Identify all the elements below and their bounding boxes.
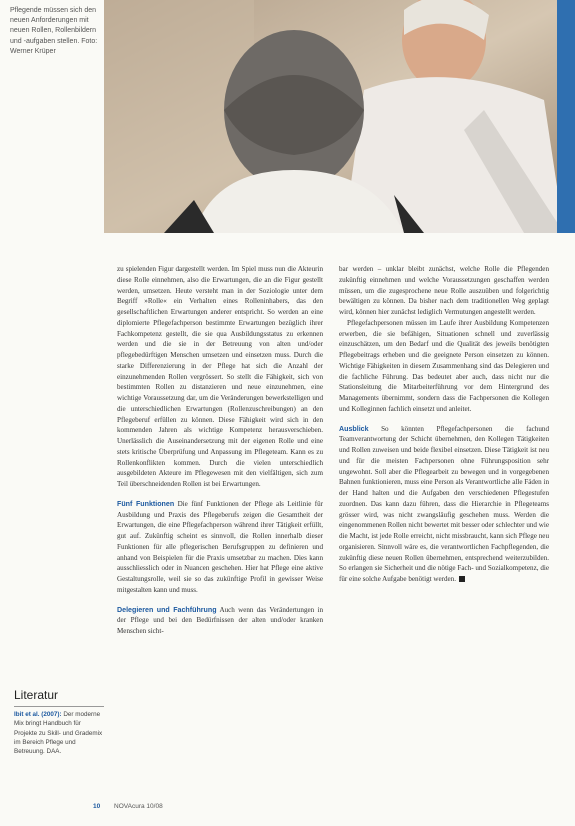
journal-name: NOVAcura 10/08 (114, 803, 163, 810)
subheading: Ausblick (339, 424, 369, 433)
paragraph: bar werden – unklar bleibt zunächst, welche Rolle die Pflegenden zukünftig einnehmen und welche Voraussetzungen geschaffen werden müssen, um die zugesprochene neue Rolle auszuüben und folgerichtig bewältigen zu können. Da bisher nach dem traditionellen Weg geplagt wird, können hier zunächst lediglich Vermutungen angestellt werden. (339, 265, 549, 316)
paragraph (117, 499, 323, 596)
paragraph (117, 605, 323, 637)
literature-text: Der moderne Mix bringt Handbuch für Projekte zu Skill- und Grademix im Bereich Pflege und Betreuung. DAA. (14, 711, 103, 756)
paragraph-text: So könnten Pflegefachpersonen die fachund Teamverantwortung der Schicht übernehmen, den Kollegen Tätigkeiten und Rollen zuweisen und beide flexibel einsetzen. Diese Tätigkeit ist neu und für die meisten Fachpersonen ohne Führungsposition sehr ungewohnt. Soll aber die Pflegearbeit zu bewegen und in vorgegebenen Bahnen funktionieren, muss eine Person als Verantwortliche alle Fäden in der Hand halten und die Aufgaben den verschiedenen Pflegestufen zuordnen. Das kann dazu führen, dass die Hierarchie in Pflegeteams grösser wird, was nicht zwangsläufig geschehen muss. Werden die eingenommenen Rollen nicht bewertet mit besser oder schlechter und wie die Macht, ist jede Rolle erreicht, nicht missbraucht, kann sich Pflege neu organisieren. Sinnvoll wäre es, die verantwortlichen Fachpflegenden, die zukünftig diese neuen Rollen übernehmen, entsprechend weiterzubilden. So erlangen sie Sicherheit und die nötige Fach- und Sozialkompetenz, die für eine solche Aufgabe benötigt werden. (339, 424, 549, 583)
page-number: 10 (93, 803, 101, 810)
page-footer (93, 803, 163, 810)
subheading: Fünf Funktionen (117, 499, 175, 508)
literature-entry (14, 710, 104, 756)
paragraph: Pflegefachpersonen müssen im Laufe ihrer Ausbildung Kompetenzen erwerben, die sie befähigen, Situationen schnell und zuverlässig einzuschätzen, um den Bedarf und die Qualität des jeweils benötigten Pflegebeitrags erheben und die geeignete Person einsetzen zu können. Wichtige Fähigkeiten in diesem Zusammenhang sind das Delegieren und die fachliche Führung. Das bedeutet aber auch, dass nicht nur die Stationsleitung die Mitarbeiterführung vor dem Hintergrund des Managements übernimmt, sondern dass die Fachpersonen die Kollegen und Kolleginnen fachlich einsetzt und anleitet. (339, 318, 549, 413)
paragraph (339, 424, 549, 585)
photo-caption: Pflegende müssen sich den neuen Anforderungen mit neuen Rollen, Rollenbildern und -aufgaben stellen. Foto: Werner Krüper (10, 7, 98, 55)
divider (14, 706, 104, 707)
text-column-2 (339, 264, 549, 585)
end-mark-icon (459, 576, 465, 582)
accent-strip (557, 0, 575, 233)
text-column-1 (117, 264, 323, 637)
subheading: Delegieren und Fachführung (117, 605, 217, 614)
paragraph-text: Auch wenn das Verändertungen in der Pflege und bei den Bedürfnissen der alten und/oder kranken Menschen sicht- (117, 605, 324, 635)
photo-illustration (104, 0, 575, 233)
header-photo (104, 0, 575, 233)
paragraph: zu spielenden Figur dargestellt werden. Im Spiel muss nun die Akteurin diese Rolle einnehmen, also die Erwartungen, die an die Figur gestellt werden, umsetzen. Heute versteht man in der Soziologie unter dem Begriff »Rolle« ein Verhalten eines Rolleninhabers, das den gesellschaftlichen Erwartungen anderer entspricht. So werden an eine diplomierte Pflegefachperson bestimmte Erwartungen bezüglich ihrer Fachkompetenz gestellt, die sie qua Ausbildungsstatus zu erkennen werden und die sie in der Betreuung von alten und/oder pflegebedürftigen Menschen umsetzen und einsetzen muss. Durch die starke Differenzierung in der Pflege hat sich die Anzahl der einzunehmenden Rollen vergrössert. So stellt die Fähigkeit, sich von bestimmten Rollen zu distanzieren und neue einzunehmen, eine wichtige Voraussetzung dar, um die Veränderungen bewerkstelligen und die unterschiedlichen Erwartungen (Rollenzuschreibungen) an den Pflegeberuf erfüllen zu können. Diese Fähigkeit wird sich in den kommenden Jahren als wichtige Kompetenz herausverschieben. Unerlässlich die Auseinandersetzung mit der eigenen Rolle und eine stets kritische Überprüfung und Anpassung im Pflegeteam. Kann es zu Rollenkonflikten kommen. Durch die vielen unterschiedlich ausgebildeten Akteure im Pflegewesen mit den vielfältigen, sich zum Teil überschneidenden Rollen ist bei Erwartungen. (117, 265, 323, 488)
literature-author: Ibit et al. (2007): (14, 711, 62, 718)
paragraph-text: Die fünf Funktionen der Pflege als Leitlinie für Ausbildung und Praxis des Pflegeberufs zeigen die Gesamtheit der Erwartungen, die eine Pflegefachperson während ihrer Tätigkeit erfüllt, gut auf. Zukünftig scheint es sinnvoll, die Rollen innerhalb dieser Funktionen für alle pflegerischen Berufsgruppen zu definieren und anhand von Beispielen für die Praxis umsetzbar zu machen. Dies kann ausschliesslich oder in Nuancen geschehen. Hier hat Pflege eine aktive Gestaltungsrolle, weil sie so das zukünftige Profil in gewisser Weise mitgestalten kann und muss. (117, 499, 323, 594)
literature-heading: Literatur (14, 688, 59, 702)
